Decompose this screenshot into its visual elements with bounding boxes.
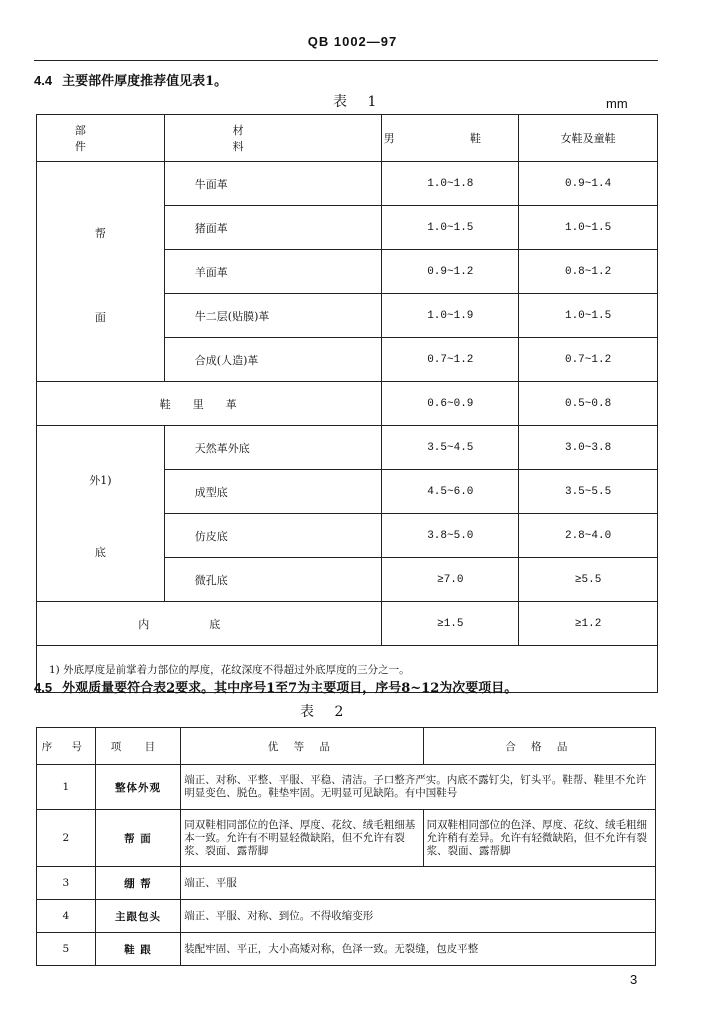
group-outsole-word1: 外1) (89, 473, 112, 487)
women-value: 1.0~1.5 (519, 294, 658, 338)
material-cell: 天然革外底 (164, 426, 382, 470)
men-value: 0.9~1.2 (382, 250, 519, 294)
row-number: 1 (37, 765, 96, 810)
section-text: 外观质量要符合表2要求。其中序号1至7为主要项目，序号8~12为次要项目。 (62, 681, 518, 696)
page-number: 3 (630, 972, 638, 987)
header-material: 材 料 (164, 115, 382, 162)
row-requirement: 端正、平服、对称、到位。不得收缩变形 (181, 900, 656, 933)
insole-name: 内底 (37, 602, 382, 646)
row-requirement: 端正、平服 (181, 867, 656, 900)
row-item: 鞋 跟 (95, 933, 181, 966)
women-value: ≥5.5 (519, 558, 658, 602)
table-header-row (37, 115, 658, 162)
men-value: 1.0~1.9 (382, 294, 519, 338)
men-value: 3.5~4.5 (382, 426, 519, 470)
group-upper-word2: 面 (94, 310, 106, 324)
row-item: 帮 面 (95, 810, 181, 867)
row-number: 2 (37, 810, 96, 867)
men-value: 0.6~0.9 (382, 382, 519, 426)
material-cell: 微孔底 (164, 558, 382, 602)
table-row (37, 900, 656, 933)
men-value: 1.0~1.8 (382, 162, 519, 206)
header-superior: 优 等 品 (181, 728, 423, 765)
men-value: ≥7.0 (382, 558, 519, 602)
table-row (37, 810, 656, 867)
header-rule (34, 60, 658, 61)
document-code-header: QB 1002—97 (307, 34, 398, 49)
material-cell: 牛二层(贴膜)革 (164, 294, 382, 338)
men-value: 1.0~1.5 (382, 206, 519, 250)
row-item: 整体外观 (95, 765, 181, 810)
table-row (37, 933, 656, 966)
section-number: 4.4 (34, 73, 53, 88)
women-value: 1.0~1.5 (519, 206, 658, 250)
group-upper (37, 162, 165, 382)
material-cell: 仿皮底 (164, 514, 382, 558)
header-no: 序 号 (37, 728, 96, 765)
header-women: 女鞋及童鞋 (519, 115, 658, 162)
women-value: 0.8~1.2 (519, 250, 658, 294)
men-value: 4.5~6.0 (382, 470, 519, 514)
table-row-lining (37, 382, 658, 426)
table1-unit: mm (606, 96, 628, 111)
men-value: ≥1.5 (382, 602, 519, 646)
section-text: 主要部件厚度推荐值见表1。 (62, 74, 228, 89)
row-superior-requirement: 同双鞋相同部位的色泽、厚度、花纹、绒毛粗细基本一致。允许有不明显轻微缺陷，但不允许有裂浆、裂面、露帮脚 (181, 810, 423, 867)
table-row (37, 867, 656, 900)
table2-caption: 表 2 (300, 704, 352, 720)
row-qualified-requirement: 同双鞋相同部位的色泽、厚度、花纹、绒毛粗细允许稍有差异。允许有轻微缺陷，但不允许有裂浆、裂面、露帮脚 (423, 810, 655, 867)
header-qualified: 合 格 品 (423, 728, 655, 765)
women-value: ≥1.2 (519, 602, 658, 646)
appearance-quality-table (36, 727, 656, 966)
row-number: 3 (37, 867, 96, 900)
material-cell: 合成(人造)革 (164, 338, 382, 382)
material-cell: 羊面革 (164, 250, 382, 294)
men-value: 0.7~1.2 (382, 338, 519, 382)
thickness-table (36, 114, 658, 693)
header-men: 男 鞋 (382, 115, 519, 162)
table-row-insole (37, 602, 658, 646)
header-item: 项 目 (95, 728, 181, 765)
women-value: 0.9~1.4 (519, 162, 658, 206)
section-4-4 (34, 70, 227, 89)
men-value: 3.8~5.0 (382, 514, 519, 558)
row-item: 主跟包头 (95, 900, 181, 933)
women-value: 0.7~1.2 (519, 338, 658, 382)
material-cell: 猪面革 (164, 206, 382, 250)
women-value: 2.8~4.0 (519, 514, 658, 558)
section-4-5 (34, 677, 517, 696)
material-cell: 牛面革 (164, 162, 382, 206)
row-requirement: 端正、对称、平整、平服、平稳、清洁。子口整齐严实。内底不露钉尖，钉头平。鞋帮、鞋里不允许明显变色、脱色。鞋垫牢固。无明显可见缺陷。有中国鞋号 (181, 765, 656, 810)
lining-name: 鞋里革 (37, 382, 382, 426)
row-number: 5 (37, 933, 96, 966)
table-row (37, 765, 656, 810)
material-cell: 成型底 (164, 470, 382, 514)
table-row (37, 426, 658, 470)
women-value: 0.5~0.8 (519, 382, 658, 426)
group-outsole (37, 426, 165, 602)
row-number: 4 (37, 900, 96, 933)
row-item: 绷 帮 (95, 867, 181, 900)
header-part: 部 件 (37, 115, 165, 162)
section-number: 4.5 (34, 680, 53, 695)
table1-caption: 表 1 (333, 94, 385, 110)
table-header-row (37, 728, 656, 765)
table-row (37, 162, 658, 206)
group-upper-word1: 帮 (94, 226, 106, 240)
group-outsole-word2: 底 (94, 545, 106, 559)
row-requirement: 装配牢固、平正，大小高矮对称，色泽一致。无裂缝，包皮平整 (181, 933, 656, 966)
women-value: 3.5~5.5 (519, 470, 658, 514)
table1-footnote: 1) 外底厚度是前掌着力部位的厚度，花纹深度不得超过外底厚度的三分之一。 (37, 646, 658, 693)
women-value: 3.0~3.8 (519, 426, 658, 470)
